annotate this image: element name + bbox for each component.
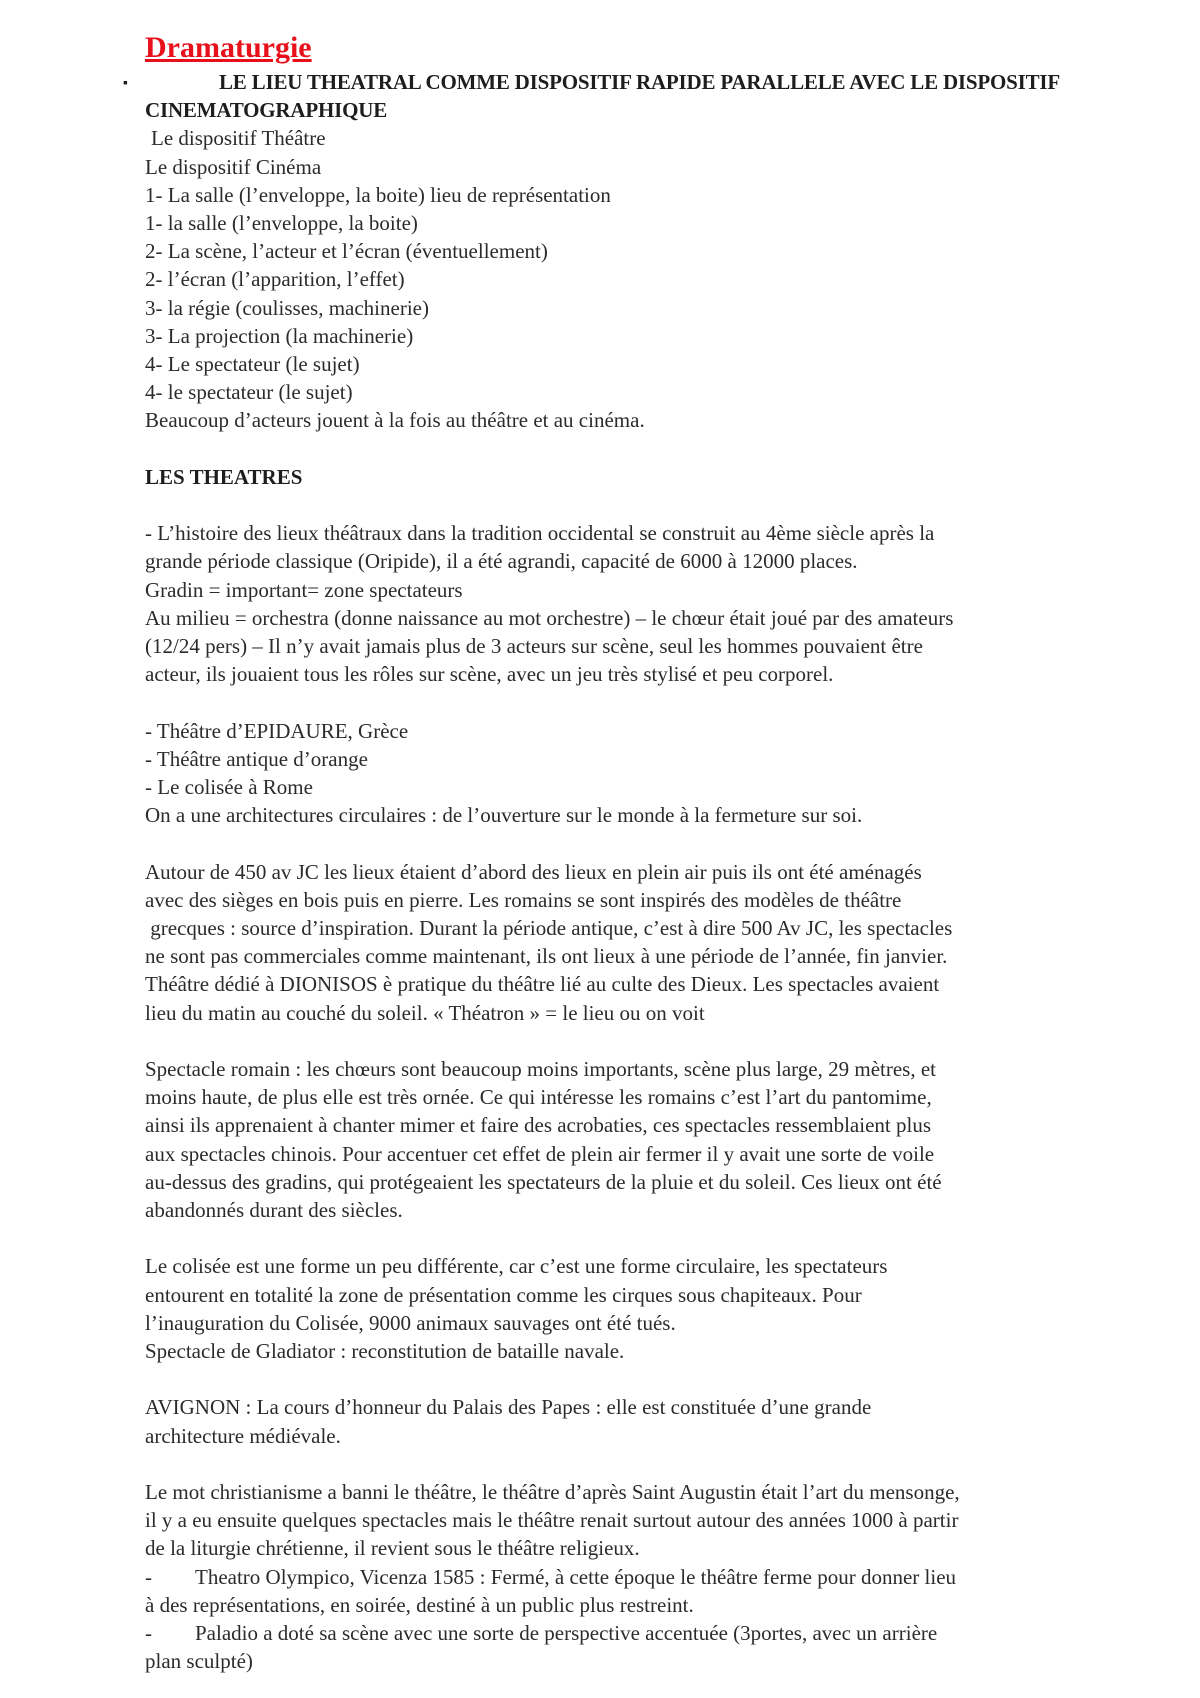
heading-text: LE LIEU THEATRAL COMME DISPOSITIF RAPIDE PARALLELE AVEC LE DISPOSITIF CINEMATOGRAPHIQUE (145, 70, 1060, 123)
text-line: lieu du matin au couché du soleil. « Théatron » = le lieu ou on voit (145, 1000, 705, 1025)
text-line: aux spectacles chinois. Pour accentuer cet effet de plein air fermer il y avait une sorte de voile (145, 1141, 935, 1166)
main-heading (123, 68, 1105, 124)
text-line: Spectacle de Gladiator : reconstitution de bataille navale. (145, 1339, 625, 1364)
document-body (123, 28, 1105, 1675)
text-line: Gradin = important= zone spectateurs (145, 577, 463, 602)
dispositif-line: 1- La salle (l’enveloppe, la boite) lieu de représentation (145, 182, 611, 207)
paragraph-roman-spectacle (145, 1055, 1105, 1224)
page-title: Dramaturgie (145, 31, 312, 64)
text-line: l’inauguration du Colisée, 9000 animaux sauvages ont été tués. (145, 1310, 676, 1335)
dash-list (145, 1563, 1105, 1676)
text-line: entourent en totalité la zone de présentation comme les cirques sous chapiteaux. Pour (145, 1282, 862, 1307)
text-line: Au milieu = orchestra (donne naissance au mot orchestre) – le chœur était joué par des amateurs (145, 605, 954, 630)
text-line: On a une architectures circulaires : de l’ouverture sur le monde à la fermeture sur soi. (145, 803, 863, 828)
text-line: architecture médiévale. (145, 1423, 341, 1448)
dispositif-line: Beaucoup d’acteurs jouent à la fois au théâtre et au cinéma. (145, 408, 645, 433)
text-line: - Théâtre antique d’orange (145, 746, 368, 771)
dispositif-line: 4- le spectateur (le sujet) (145, 380, 353, 405)
dispositif-line: 2- La scène, l’acteur et l’écran (éventuellement) (145, 239, 548, 264)
dispositif-line: 2- l’écran (l’apparition, l’effet) (145, 267, 405, 292)
text-line: grande période classique (Oripide), il a été agrandi, capacité de 6000 à 12000 places. (145, 549, 858, 574)
dispositif-line: 4- Le spectateur (le sujet) (145, 352, 360, 377)
section-title: LES THEATRES (145, 464, 303, 489)
list-item (145, 1619, 1105, 1675)
text-line: Autour de 450 av JC les lieux étaient d’abord des lieux en plein air puis ils ont été aménagés (145, 859, 922, 884)
dispositif-line: 1- la salle (l’enveloppe, la boite) (145, 211, 418, 236)
text-line: moins haute, de plus elle est très ornée. Ce qui intéresse les romains c’est l’art du pantomime, (145, 1085, 932, 1110)
square-bullet-icon: ▪ (123, 76, 128, 91)
text-line: AVIGNON : La cours d’honneur du Palais des Papes : elle est constituée d’une grande (145, 1395, 872, 1420)
text-line: Le mot christianisme a banni le théâtre, le théâtre d’après Saint Augustin était l’art du mensonge, (145, 1480, 960, 1505)
list-item-text: Paladio a doté sa scène avec une sorte de perspective accentuée (3portes, avec un arrière (195, 1621, 938, 1646)
text-line: - Le colisée à Rome (145, 775, 313, 800)
dispositif-line: Le dispositif Théâtre (151, 126, 326, 151)
list-item-continuation: à des représentations, en soirée, destiné à un public plus restreint. (145, 1592, 694, 1617)
text-line: Théâtre dédié à DIONISOS è pratique du théâtre lié au culte des Dieux. Les spectacles avaient (145, 972, 940, 997)
text-line: Spectacle romain : les chœurs sont beaucoup moins importants, scène plus large, 29 mètres, et (145, 1057, 936, 1082)
dispositif-line: 3- La projection (la machinerie) (145, 323, 414, 348)
paragraph-antiquity (145, 858, 1105, 1027)
text-line: - Théâtre d’EPIDAURE, Grèce (145, 718, 409, 743)
paragraph-christianisme (145, 1478, 1105, 1563)
text-line: ne sont pas commerciales comme maintenant, ils ont lieux à une période de l’année, fin janvier. (145, 944, 948, 969)
dash-marker: - (145, 1621, 152, 1646)
text-line: Le colisée est une forme un peu différente, car c’est une forme circulaire, les spectateurs (145, 1254, 888, 1279)
text-line: - L’histoire des lieux théâtraux dans la tradition occidental se construit au 4ème siècle après la (145, 521, 935, 546)
paragraph-theatres-list (145, 717, 1105, 830)
text-line: (12/24 pers) – Il n’y avait jamais plus de 3 acteurs sur scène, seul les hommes pouvaient être (145, 634, 923, 659)
text-line: avec des sièges en bois puis en pierre. Les romains se sont inspirés des modèles de théâtre (145, 887, 902, 912)
paragraph-history (145, 519, 1105, 688)
list-item-text: Theatro Olympico, Vicenza 1585 : Fermé, à cette époque le théâtre ferme pour donner lieu (195, 1564, 957, 1589)
text-line: grecques : source d’inspiration. Durant la période antique, c’est à dire 500 Av JC, les spectacles (145, 916, 953, 941)
text-line: de la liturgie chrétienne, il revient sous le théâtre religieux. (145, 1536, 640, 1561)
paragraph-avignon (145, 1393, 1105, 1449)
dispositif-line: Le dispositif Cinéma (145, 154, 322, 179)
text-line: abandonnés durant des siècles. (145, 1198, 403, 1223)
paragraph-colisee (145, 1252, 1105, 1365)
text-line: au-dessus des gradins, qui protégeaient les spectateurs de la pluie et du soleil. Ces lieux ont été (145, 1169, 942, 1194)
dispositif-list (145, 124, 1105, 434)
text-line: il y a eu ensuite quelques spectacles mais le théâtre renait surtout autour des années 1000 à partir (145, 1508, 959, 1533)
list-item (145, 1563, 1105, 1619)
text-line: ainsi ils apprenaient à chanter mimer et faire des acrobaties, ces spectacles ressemblaient plus (145, 1113, 932, 1138)
dash-marker: - (145, 1564, 152, 1589)
text-line: acteur, ils jouaient tous les rôles sur scène, avec un jeu très stylisé et peu corporel. (145, 662, 834, 687)
dispositif-line: 3- la régie (coulisses, machinerie) (145, 295, 429, 320)
list-item-continuation: plan sculpté) (145, 1649, 253, 1674)
